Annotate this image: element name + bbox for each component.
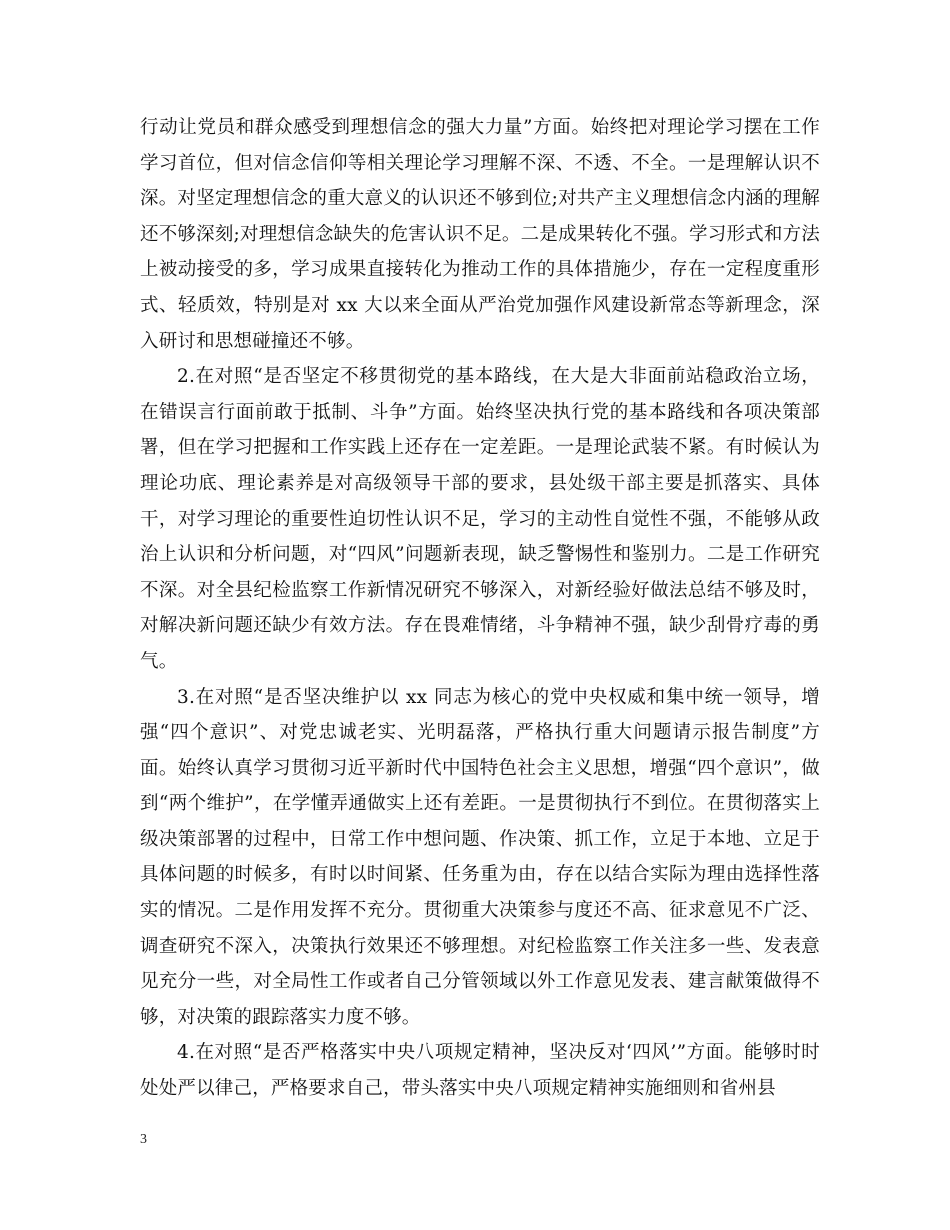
paragraph-1: 行动让党员和群众感受到理想信念的强大力量”方面。始终把对理论学习摆在工作学习首位，但对信念信仰等相关理论学习理解不深、不透、不全。一是理解认识不深。对坚定理想信念的重大意义的认识还不够到位;对共产主义理想信念内涵的理解还不够深刻;对理想信念缺失的危害认识不足。二是成果转化不强。学习形式和方法上被动接受的多，学习成果直接转化为推动工作的具体措施少，存在一定程度重形式、轻质效，特别是对 xx 大以来全面从严治党加强作风建设新常态等新理念，深入研讨和思想碰撞还不够。 xyxy=(140,117,820,352)
paragraph-3: 3.在对照“是否坚决维护以 xx 同志为核心的党中央权威和集中统一领导，增强“四个意识”、对党忠诚老实、光明磊落，严格执行重大问题请示报告制度”方面。始终认真学习贯彻习近平新时代中国特色社会主义思想，增强“四个意识”，做到“两个维护”，在学懂弄通做实上还有差距。一是贯彻执行不到位。在贯彻落实上级决策部署的过程中，日常工作中想问题、作决策、抓工作，立足于本地、立足于具体问题的时候多，有时以时间紧、任务重为由，存在以结合实际为理由选择性落实的情况。二是作用发挥不充分。贯彻重大决策参与度还不高、征求意见不广泛、调查研究不深入，决策执行效果还不够理想。对纪检监察工作关注多一些、发表意见充分一些，对全局性工作或者自己分管领域以外工作意见发表、建言献策做得不够，对决策的跟踪落实力度不够。 xyxy=(140,686,820,1028)
page-number: 3 xyxy=(140,1132,147,1147)
paragraph-4: 4.在对照“是否严格落实中央八项规定精神，坚决反对‘四风’”方面。能够时时处处严以律己，严格要求自己，带头落实中央八项规定精神实施细则和省州县 xyxy=(140,1042,820,1100)
paragraph-2: 2.在对照“是否坚定不移贯彻党的基本路线，在大是大非面前站稳政治立场，在错误言行面前敢于抵制、斗争”方面。始终坚决执行党的基本路线和各项决策部署，但在学习把握和工作实践上还存在一定差距。一是理论武装不紧。有时候认为理论功底、理论素养是对高级领导干部的要求，县处级干部主要是抓落实、具体干，对学习理论的重要性迫切性认识不足，学习的主动性自觉性不强，不能够从政治上认识和分析问题，对“四风”问题新表现，缺乏警惕性和鉴别力。二是工作研究不深。对全县纪检监察工作新情况研究不够深入，对新经验好做法总结不够及时，对解决新问题还缺少有效方法。存在畏难情绪，斗争精神不强，缺少刮骨疗毒的勇气。 xyxy=(140,366,820,672)
document-body xyxy=(140,110,820,1107)
